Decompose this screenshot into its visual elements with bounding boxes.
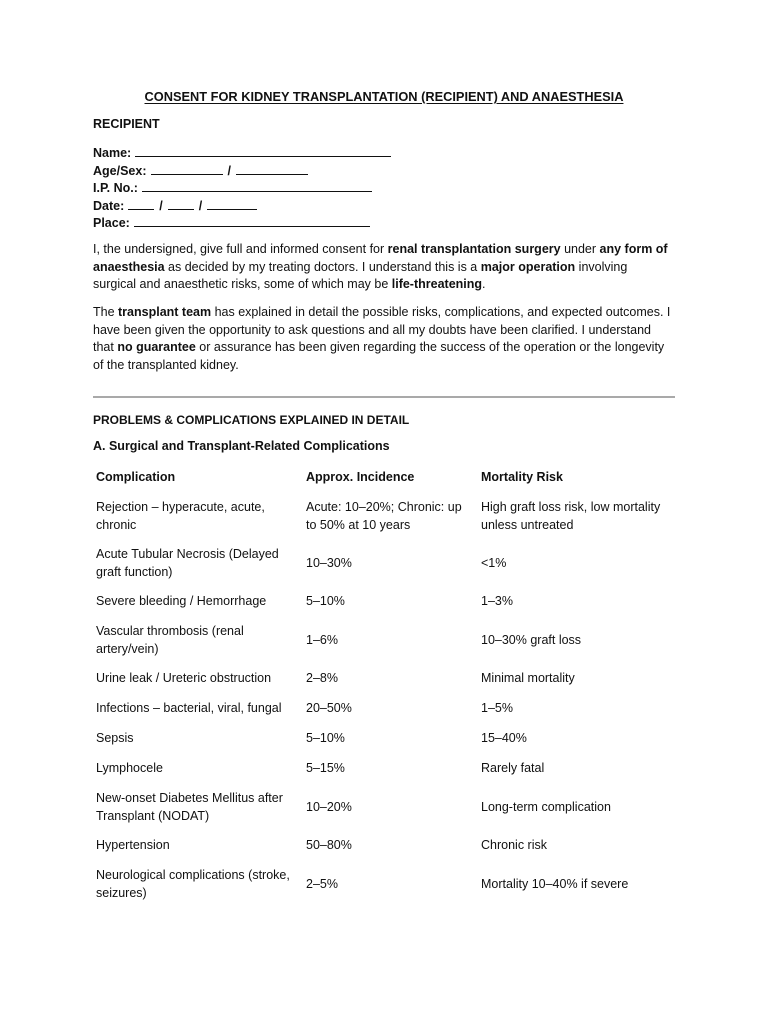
header-incidence: Approx. Incidence <box>306 470 415 484</box>
cell-incidence: 5–10% <box>306 594 345 609</box>
date-separator-1: / <box>159 198 163 213</box>
cell-mortality: 1–3% <box>481 594 513 609</box>
cell-mortality: Chronic risk <box>481 838 547 853</box>
cell-incidence: 5–15% <box>306 761 345 776</box>
cell-mortality: 10–30% graft loss <box>481 632 582 647</box>
cell-complication: Hypertension <box>96 838 170 853</box>
table-row <box>90 724 680 754</box>
table-row <box>90 664 680 694</box>
cell-incidence: 10–30% <box>306 555 352 570</box>
table-row <box>90 831 680 861</box>
age-sex-separator: / <box>227 163 231 178</box>
name-label: Name: <box>93 146 132 160</box>
cell-complication: Acute Tubular Necrosis (Delayed graft function) <box>96 547 279 579</box>
age-sex-label: Age/Sex: <box>93 163 147 178</box>
cell-mortality: 1–5% <box>481 701 513 716</box>
recipient-section-label: RECIPIENT <box>93 117 160 131</box>
cell-complication: Sepsis <box>96 731 134 746</box>
complications-section-heading: PROBLEMS & COMPLICATIONS EXPLAINED IN DETAIL <box>93 413 410 427</box>
name-blank-line <box>135 144 391 157</box>
header-mortality: Mortality Risk <box>481 470 563 484</box>
p2-bold-1: transplant team <box>118 305 212 319</box>
p1-text-3: as decided by my treating doctors. I understand this is a <box>164 259 481 274</box>
table-row <box>90 493 680 540</box>
ip-number-label: I.P. No.: <box>93 181 138 195</box>
table-row <box>90 587 680 617</box>
cell-mortality: Long-term complication <box>481 799 611 814</box>
ip-number-blank-line <box>142 179 372 192</box>
surgical-complications-subheading: A. Surgical and Transplant-Related Complications <box>93 439 390 453</box>
recipient-fields <box>93 144 391 232</box>
date-separator-2: / <box>198 198 203 213</box>
table-row <box>90 784 680 831</box>
place-field <box>93 214 391 232</box>
cell-incidence: 20–50% <box>306 701 352 716</box>
p2-text-3: or assurance has been given regarding the success of the operation or the longevity of the transplanted kidney. <box>93 340 665 372</box>
p2-text-1: The <box>93 305 119 319</box>
cell-complication: New-onset Diabetes Mellitus after Transplant (NODAT) <box>96 791 283 823</box>
date-field <box>93 197 391 215</box>
cell-incidence: 1–6% <box>306 632 338 647</box>
age-sex-field <box>93 162 391 180</box>
horizontal-divider <box>93 396 675 398</box>
p1-bold-4: life-threatening <box>391 277 483 291</box>
cell-incidence: 2–8% <box>306 671 338 686</box>
cell-complication: Rejection – hyperacute, acute, chronic <box>96 500 265 532</box>
cell-mortality: Mortality 10–40% if severe <box>481 876 629 891</box>
p1-text-5: . <box>482 277 486 291</box>
cell-mortality: <1% <box>481 555 507 570</box>
cell-mortality: 15–40% <box>481 731 527 746</box>
cell-complication: Neurological complications (stroke, seizures) <box>96 868 290 900</box>
table-row <box>90 754 680 784</box>
cell-incidence: 50–80% <box>306 838 352 853</box>
p2-text-2: has explained in detail the possible risks, complications, and expected outcomes. I have been given the opportunity to ask questions and all my doubts have been clarified. I understand that <box>93 305 671 354</box>
date-year-blank-line <box>207 197 257 210</box>
p1-bold-1: renal transplantation surgery <box>387 242 561 256</box>
cell-complication: Lymphocele <box>96 761 163 776</box>
p1-text-2: under <box>560 242 600 256</box>
cell-incidence: 10–20% <box>306 799 352 814</box>
cell-complication: Vascular thrombosis (renal artery/vein) <box>96 624 244 656</box>
consent-paragraph-2 <box>93 304 673 374</box>
ip-number-field <box>93 179 391 197</box>
p1-bold-2: any form of anaesthesia <box>93 242 668 274</box>
cell-incidence: Acute: 10–20%; Chronic: up to 50% at 10 years <box>306 500 462 532</box>
cell-incidence: 2–5% <box>306 876 338 891</box>
cell-complication: Severe bleeding / Hemorrhage <box>96 594 267 609</box>
table-row <box>90 617 680 664</box>
age-blank-line <box>151 162 223 175</box>
document-title: CONSENT FOR KIDNEY TRANSPLANTATION (RECIPIENT) AND ANAESTHESIA <box>144 89 624 104</box>
date-day-blank-line <box>128 197 154 210</box>
table-row <box>90 861 680 908</box>
sex-blank-line <box>236 162 308 175</box>
place-label: Place: <box>93 216 130 230</box>
p1-bold-3: major operation <box>480 259 576 274</box>
name-field <box>93 144 391 162</box>
p1-text-4: involving surgical and anaesthetic risks, some of which may be <box>93 259 628 291</box>
p1-text-1: I, the undersigned, give full and informed consent for <box>93 242 388 256</box>
cell-complication: Urine leak / Ureteric obstruction <box>96 671 272 686</box>
cell-incidence: 5–10% <box>306 731 345 746</box>
cell-mortality: High graft loss risk, low mortality unless untreated <box>481 500 661 532</box>
cell-mortality: Minimal mortality <box>481 671 575 686</box>
cell-mortality: Rarely fatal <box>481 761 545 776</box>
header-complication: Complication <box>96 470 176 484</box>
p2-bold-2: no guarantee <box>117 340 196 354</box>
table-row <box>90 694 680 724</box>
place-blank-line <box>134 214 370 227</box>
date-label: Date: <box>93 198 125 213</box>
cell-complication: Infections – bacterial, viral, fungal <box>96 701 282 716</box>
consent-paragraph-1 <box>93 241 673 294</box>
table-row <box>90 540 680 587</box>
date-month-blank-line <box>168 197 194 210</box>
table-header-row <box>90 461 680 493</box>
complications-table <box>90 461 680 908</box>
